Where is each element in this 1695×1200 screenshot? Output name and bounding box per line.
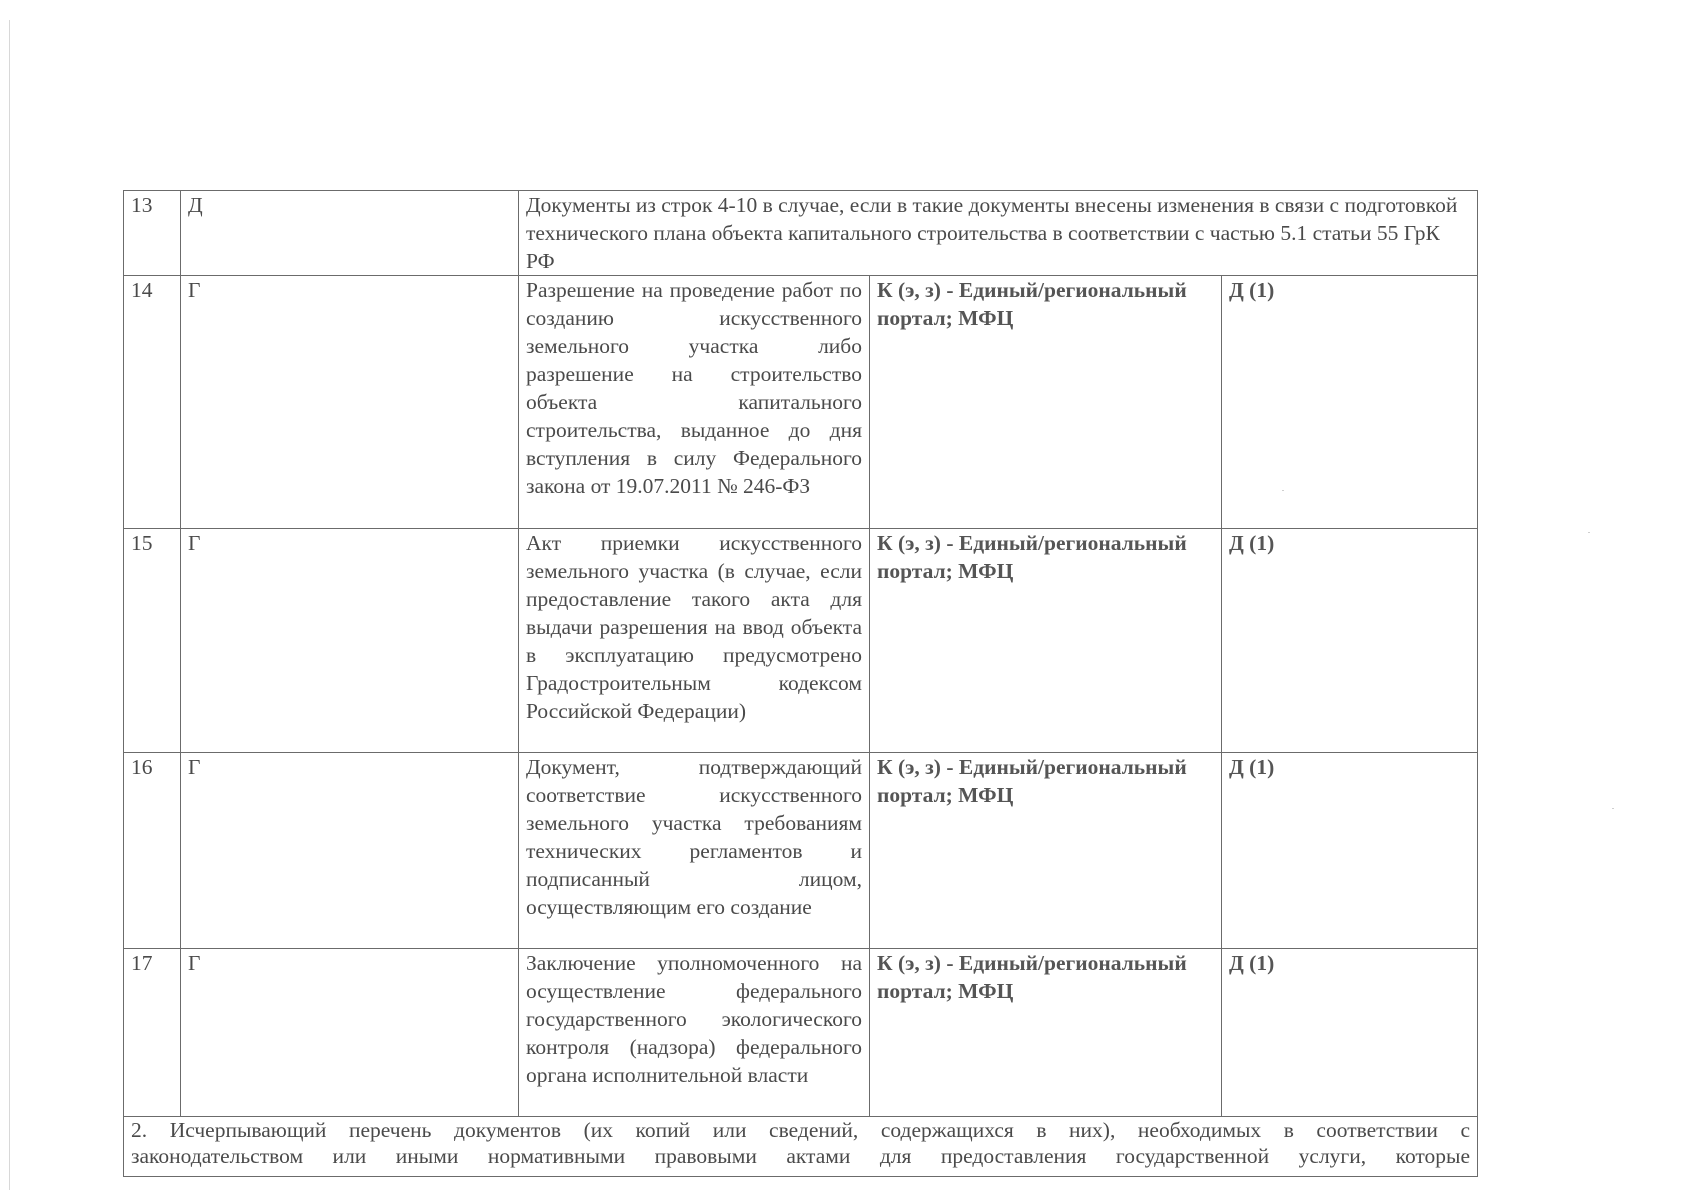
section-heading bbox=[124, 1117, 1478, 1177]
row-channel: К (э, з) - Единый/региональный портал; МФЦ bbox=[870, 529, 1222, 753]
row-description: Акт приемки искусственного земельного участка (в случае, если предоставление такого акта для выдачи разрешения на ввод объекта в эксплуатацию предусмотрено Градостроительным кодексом Российской Федерации) bbox=[519, 529, 870, 753]
row-code: Г bbox=[181, 949, 519, 1117]
row-number: 14 bbox=[124, 276, 181, 529]
scan-speck bbox=[1588, 532, 1590, 533]
row-description: Документ, подтверждающий соответствие искусственного земельного участка требованиям технических регламентов и подписанный лицом, осуществляющим его создание bbox=[519, 753, 870, 949]
table-row bbox=[124, 191, 1478, 276]
row-number: 13 bbox=[124, 191, 181, 276]
table-row bbox=[124, 529, 1478, 753]
row-channel: К (э, з) - Единый/региональный портал; МФЦ bbox=[870, 949, 1222, 1117]
row-code: Г bbox=[181, 276, 519, 529]
table-row bbox=[124, 949, 1478, 1117]
table-row bbox=[124, 276, 1478, 529]
table-row bbox=[124, 753, 1478, 949]
scan-edge-line bbox=[9, 20, 10, 1190]
row-code: Д bbox=[181, 191, 519, 276]
section-heading-line: законодательством или иными нормативными правовыми актами для предоставления государственной услуги, которые bbox=[131, 1144, 1471, 1168]
row-channel: К (э, з) - Единый/региональный портал; МФЦ bbox=[870, 753, 1222, 949]
row-description: Документы из строк 4-10 в случае, если в такие документы внесены изменения в связи с подготовкой технического плана объекта капитального строительства в соответствии с частью 5.1 статьи 55 ГрК РФ bbox=[519, 191, 1478, 276]
row-code: Г bbox=[181, 529, 519, 753]
section-row bbox=[124, 1117, 1478, 1177]
row-requirement: Д (1) bbox=[1222, 529, 1478, 753]
row-requirement: Д (1) bbox=[1222, 753, 1478, 949]
row-number: 17 bbox=[124, 949, 181, 1117]
row-number: 16 bbox=[124, 753, 181, 949]
row-requirement: Д (1) bbox=[1222, 949, 1478, 1117]
row-number: 15 bbox=[124, 529, 181, 753]
row-description: Разрешение на проведение работ по созданию искусственного земельного участка либо разрешение на строительство объекта капитального строительства, выданное до дня вступления в силу Федерального закона от 19.07.2011 № 246-ФЗ bbox=[519, 276, 870, 529]
row-channel: К (э, з) - Единый/региональный портал; МФЦ bbox=[870, 276, 1222, 529]
documents-table bbox=[123, 190, 1478, 1177]
row-requirement: Д (1) bbox=[1222, 276, 1478, 529]
row-description: Заключение уполномоченного на осуществление федерального государственного экологического контроля (надзора) федерального органа исполнительной власти bbox=[519, 949, 870, 1117]
section-heading-line: 2. Исчерпывающий перечень документов (их копий или сведений, содержащихся в них), необходимых в соответствии с bbox=[131, 1118, 1471, 1142]
scan-speck bbox=[1612, 808, 1614, 809]
row-code: Г bbox=[181, 753, 519, 949]
